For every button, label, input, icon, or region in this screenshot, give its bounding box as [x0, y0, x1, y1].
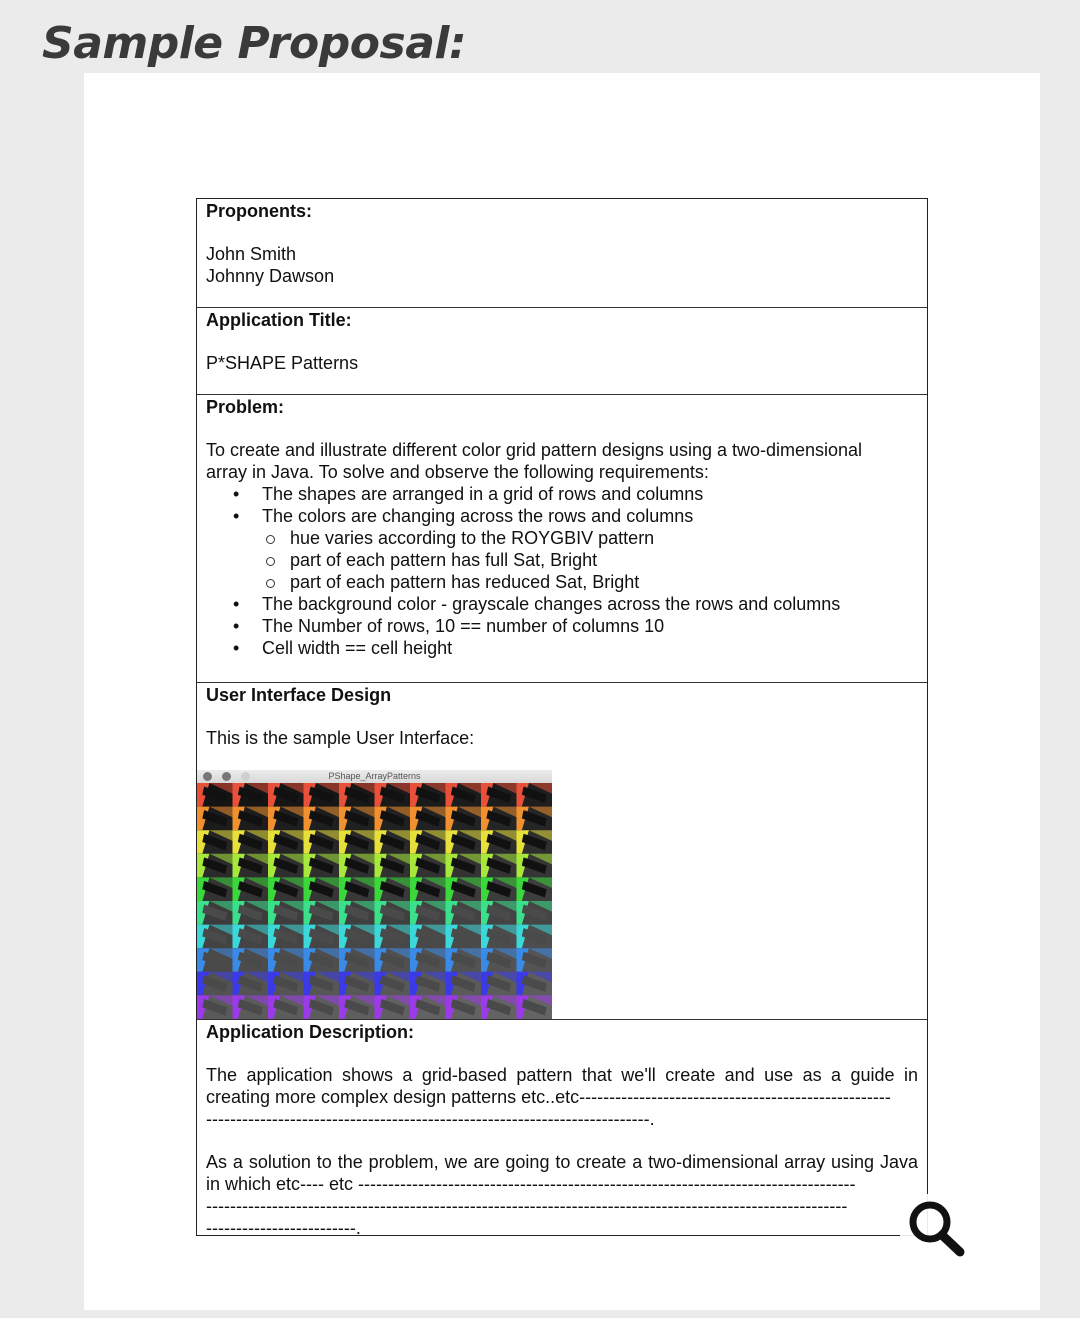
grid-cell	[517, 901, 553, 925]
ui-design-title: User Interface Design	[206, 685, 392, 705]
description-text: creating more complex design patterns etc..etc----------------------------------------------------	[206, 1087, 891, 1107]
grid-cell	[481, 807, 517, 831]
grid-cell	[339, 830, 375, 854]
grid-cell	[304, 807, 340, 831]
grid-cell	[517, 854, 553, 878]
list-item: • The shapes are arranged in a grid of rows and columns	[233, 483, 918, 505]
grid-cell	[268, 807, 304, 831]
grid-cell	[268, 877, 304, 901]
grid-cell	[233, 854, 269, 878]
grid-cell	[375, 948, 411, 972]
list-item: • Cell width == cell height	[233, 637, 918, 659]
grid-cell	[517, 877, 553, 901]
grid-cell	[268, 783, 304, 807]
grid-cell	[446, 877, 482, 901]
app-title-label: Application Title:	[206, 310, 352, 330]
list-item: • The background color - grayscale changes across the rows and columns	[233, 593, 918, 615]
grid-cell	[268, 948, 304, 972]
description-section	[197, 1020, 927, 1237]
grid-cell	[446, 807, 482, 831]
grid-cell	[197, 783, 233, 807]
grid-cell	[197, 830, 233, 854]
problem-intro: array in Java. To solve and observe the following requirements:	[206, 462, 709, 482]
grid-cell	[517, 783, 553, 807]
grid-cell	[197, 807, 233, 831]
grid-cell	[446, 783, 482, 807]
grid-cell	[197, 972, 233, 996]
window-zoom-icon	[241, 772, 250, 781]
grid-cell	[339, 783, 375, 807]
grid-cell	[304, 877, 340, 901]
grid-cell	[410, 830, 446, 854]
grid-cell	[446, 948, 482, 972]
grid-cell	[339, 877, 375, 901]
grid-cell	[481, 877, 517, 901]
grid-cell	[375, 925, 411, 949]
grid-cell	[446, 995, 482, 1019]
grid-cell	[517, 807, 553, 831]
grid-cell	[446, 972, 482, 996]
grid-cell	[268, 830, 304, 854]
grid-cell	[446, 830, 482, 854]
grid-cell	[339, 901, 375, 925]
proponents-title: Proponents:	[206, 201, 312, 221]
grid-cell	[304, 948, 340, 972]
grid-cell	[410, 925, 446, 949]
problem-section	[197, 395, 927, 683]
window-minimize-icon	[222, 772, 231, 781]
app-title-value: P*SHAPE Patterns	[206, 353, 359, 373]
grid-cell	[339, 854, 375, 878]
grid-cell	[304, 854, 340, 878]
grid-cell	[375, 877, 411, 901]
requirements-list-cont	[233, 593, 918, 659]
list-item: • The colors are changing across the rows and columns	[233, 505, 918, 527]
sub-list-item: hue varies according to the ROYGBIV pattern	[263, 527, 918, 549]
grid-cell	[481, 948, 517, 972]
magnifier-icon[interactable]	[900, 1194, 970, 1264]
grid-cell	[233, 925, 269, 949]
grid-cell	[268, 901, 304, 925]
grid-cell	[517, 948, 553, 972]
app-title-section	[197, 308, 927, 395]
ui-design-text: This is the sample User Interface:	[206, 728, 475, 748]
description-text: in which etc---- etc -----------------------------------------------------------------------------------	[206, 1174, 856, 1194]
grid-cell	[410, 948, 446, 972]
proponent-name: Johnny Dawson	[206, 266, 335, 286]
grid-cell	[339, 995, 375, 1019]
grid-cell	[233, 995, 269, 1019]
grid-cell	[233, 972, 269, 996]
grid-cell	[481, 995, 517, 1019]
grid-cell	[197, 877, 233, 901]
grid-cell	[481, 972, 517, 996]
grid-cell	[339, 807, 375, 831]
problem-title: Problem:	[206, 397, 285, 417]
grid-cell	[517, 995, 553, 1019]
grid-cell	[375, 995, 411, 1019]
description-text: -------------------------.	[206, 1218, 361, 1238]
grid-cell	[517, 925, 553, 949]
grid-cell	[339, 948, 375, 972]
grid-cell	[446, 854, 482, 878]
grid-cell	[197, 995, 233, 1019]
grid-cell	[375, 783, 411, 807]
grid-cell	[375, 854, 411, 878]
grid-cell	[481, 830, 517, 854]
window-close-icon	[203, 772, 212, 781]
grid-cell	[304, 783, 340, 807]
grid-cell	[410, 877, 446, 901]
grid-cell	[410, 995, 446, 1019]
window-titlebar	[197, 770, 552, 783]
requirements-list	[233, 483, 918, 527]
page-heading: Sample Proposal:	[42, 18, 467, 69]
sub-list-item: part of each pattern has reduced Sat, Bright	[263, 571, 918, 593]
grid-cell	[304, 901, 340, 925]
grid-cell	[410, 854, 446, 878]
grid-cell	[481, 901, 517, 925]
grid-cell	[339, 925, 375, 949]
color-sub-list	[263, 527, 918, 593]
grid-cell	[304, 925, 340, 949]
grid-cell	[197, 948, 233, 972]
grid-cell	[233, 783, 269, 807]
sub-list-item: part of each pattern has full Sat, Bright	[263, 549, 918, 571]
proponents-section	[197, 199, 927, 308]
grid-cell	[233, 948, 269, 972]
grid-cell	[375, 901, 411, 925]
grid-cell	[375, 807, 411, 831]
description-text: The application shows a grid-based pattern that we'll create and use as a guide in	[206, 1065, 918, 1085]
grid-cell	[410, 807, 446, 831]
grid-cell	[268, 995, 304, 1019]
grid-cell	[410, 901, 446, 925]
grid-cell	[517, 830, 553, 854]
description-text: --------------------------------------------------------------------------.	[206, 1109, 655, 1129]
list-item: • The Number of rows, 10 == number of columns 10	[233, 615, 918, 637]
grid-cell	[268, 854, 304, 878]
description-text: -----------------------------------------------------------------------------------------------------------	[206, 1196, 848, 1216]
grid-cell	[233, 830, 269, 854]
grid-cell	[481, 783, 517, 807]
grid-cell	[446, 925, 482, 949]
grid-cell	[304, 830, 340, 854]
proponent-name: John Smith	[206, 244, 297, 264]
grid-cell	[233, 877, 269, 901]
proposal-table	[196, 198, 928, 1236]
grid-cell	[197, 854, 233, 878]
description-text: As a solution to the problem, we are going to create a two-dimensional array using Java	[206, 1152, 918, 1172]
pattern-grid	[197, 783, 552, 1019]
problem-intro: To create and illustrate different color grid pattern designs using a two-dimensional	[206, 440, 863, 460]
grid-cell	[268, 925, 304, 949]
grid-cell	[375, 972, 411, 996]
grid-cell	[375, 830, 411, 854]
grid-cell	[233, 901, 269, 925]
grid-cell	[446, 901, 482, 925]
grid-cell	[268, 972, 304, 996]
grid-cell	[197, 901, 233, 925]
grid-cell	[233, 807, 269, 831]
sample-ui-screenshot	[197, 770, 552, 1019]
window-title: PShape_ArrayPatterns	[328, 771, 421, 781]
grid-cell	[481, 854, 517, 878]
grid-cell	[410, 783, 446, 807]
grid-cell	[410, 972, 446, 996]
description-title: Application Description:	[206, 1022, 415, 1042]
grid-cell	[517, 972, 553, 996]
grid-cell	[481, 925, 517, 949]
grid-cell	[304, 995, 340, 1019]
grid-cell	[197, 925, 233, 949]
grid-cell	[339, 972, 375, 996]
grid-cell	[304, 972, 340, 996]
